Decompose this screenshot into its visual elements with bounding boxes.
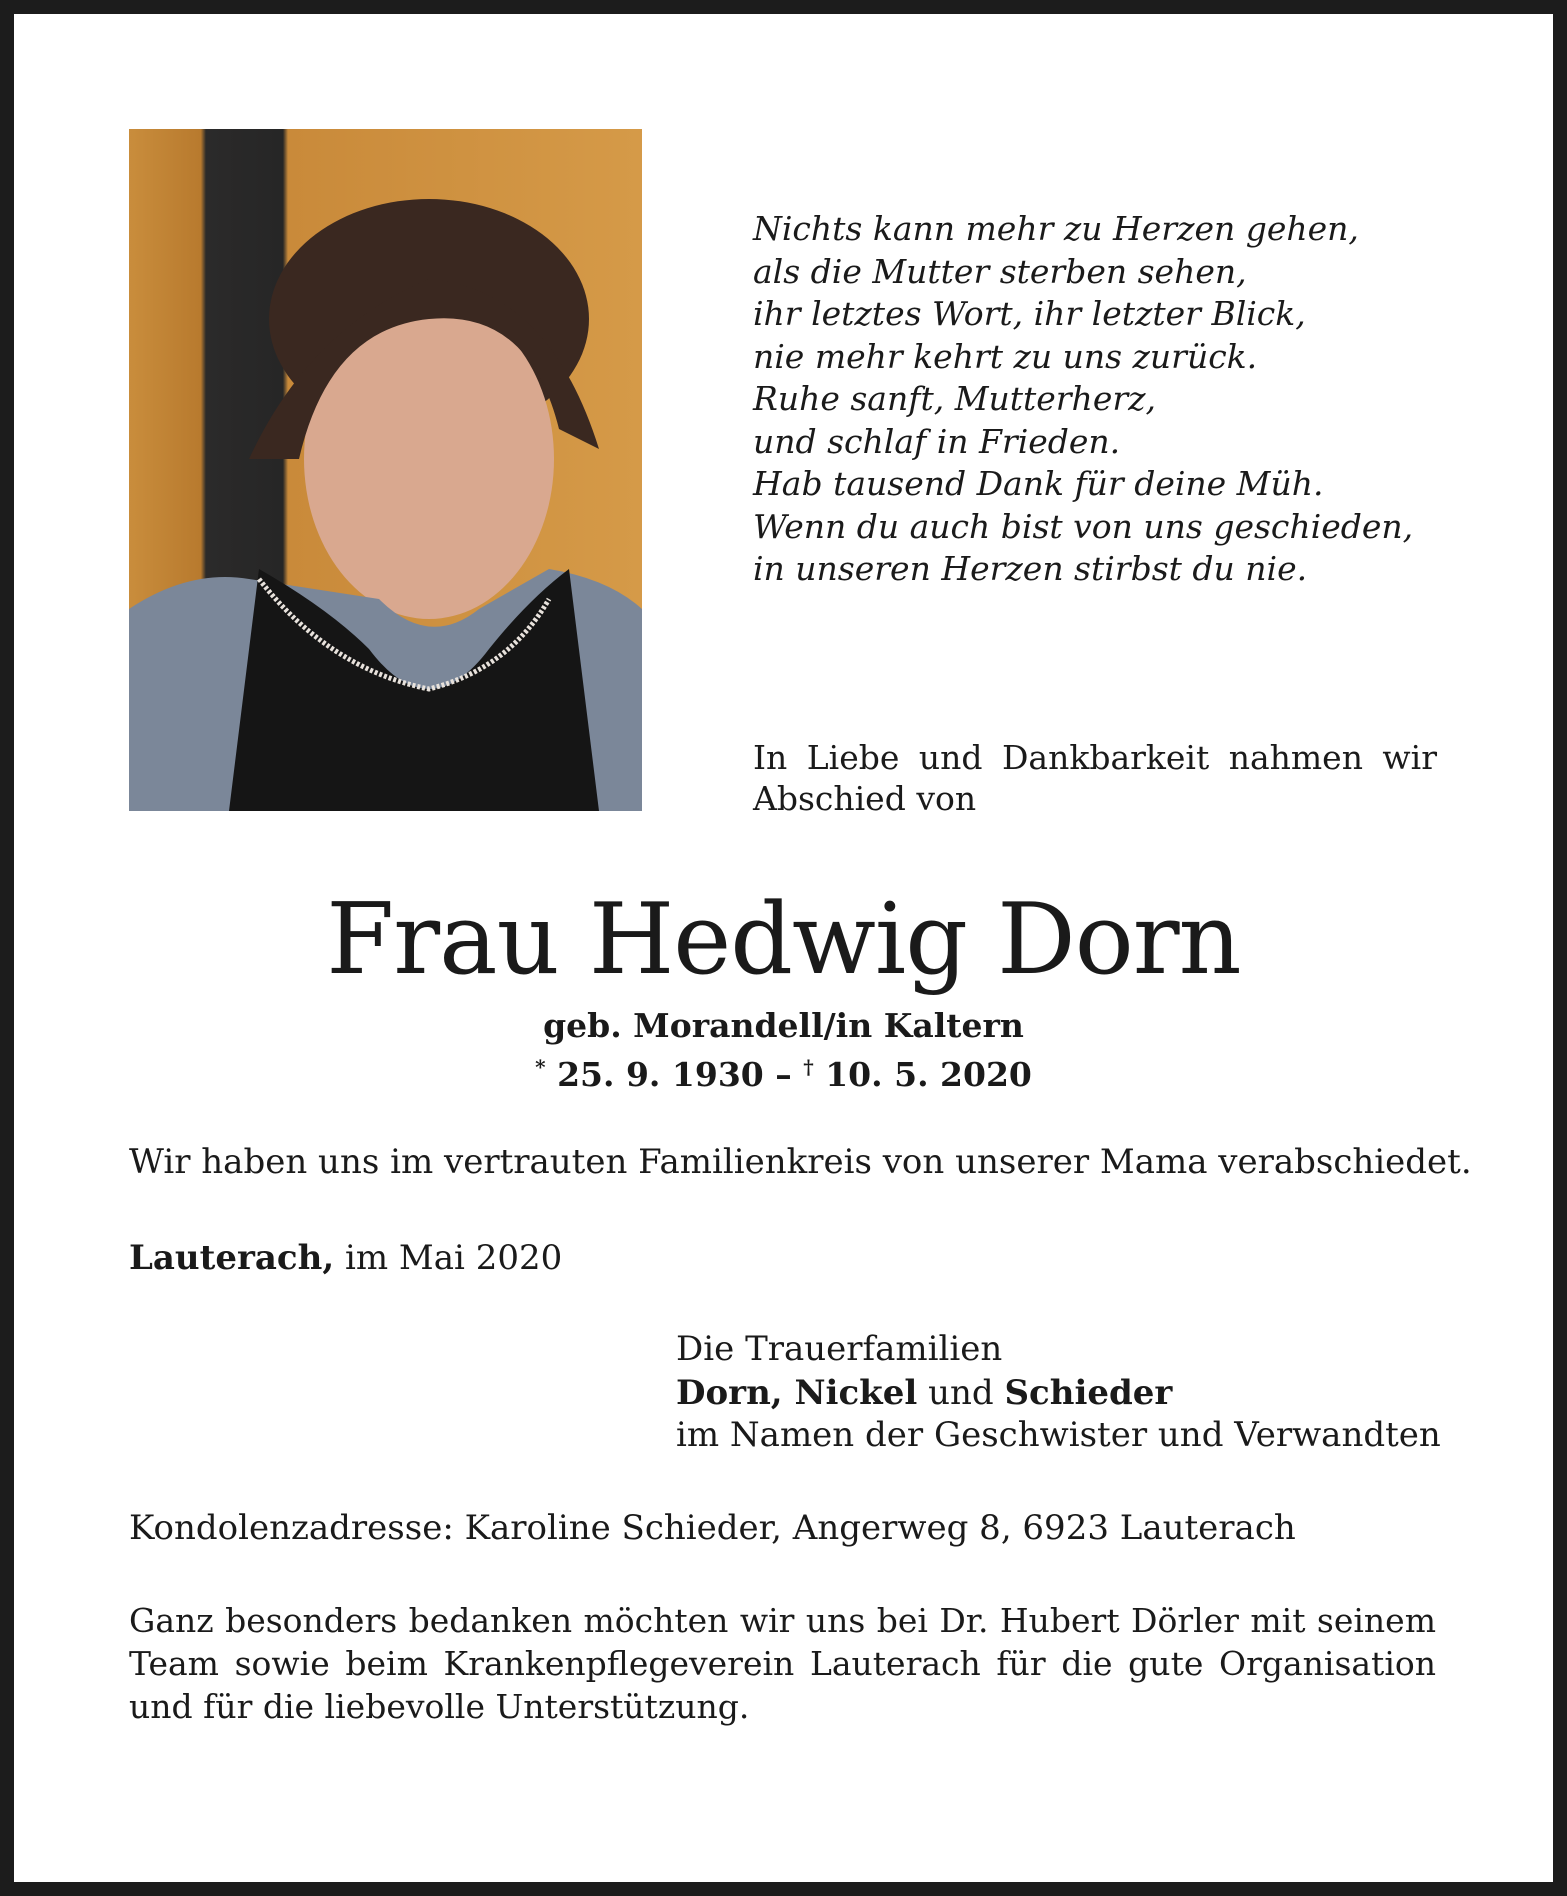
life-dates xyxy=(0,1047,1567,1095)
intro-text: In Liebe und Dankbarkeit nahmen wir Abschied von xyxy=(753,738,1437,818)
place-date xyxy=(129,1237,562,1280)
maiden-name: geb. Morandell/in Kaltern xyxy=(543,1006,1024,1045)
thanks-text: Ganz besonders bedanken möchten wir uns bei Dr. Hubert Dörler mit seinem Team sowie beim Krankenpflegeverein Lauterach für die gute Organisation und für die liebevolle Unterstützung. xyxy=(129,1601,1436,1726)
birth-date: 25. 9. 1930 xyxy=(557,1055,764,1094)
poem xyxy=(753,208,1413,591)
portrait-photo xyxy=(129,129,642,811)
poem-line: Nichts kann mehr zu Herzen gehen, xyxy=(753,209,1359,248)
poem-line: Hab tausend Dank für deine Müh. xyxy=(753,464,1324,503)
date-line: im Mai 2020 xyxy=(334,1238,563,1278)
poem-line: und schlaf in Frieden. xyxy=(753,421,1121,461)
poem-line: als die Mutter sterben sehen, xyxy=(753,251,1247,291)
born-symbol: * xyxy=(535,1055,546,1079)
place: Lauterach, xyxy=(129,1238,335,1278)
and-text: und xyxy=(917,1373,1005,1413)
family-names: Dorn, Nickel xyxy=(676,1373,918,1413)
family-name: Schieder xyxy=(1004,1373,1173,1413)
signature-families xyxy=(676,1372,1172,1415)
deceased-name: Frau Hedwig Dorn xyxy=(326,883,1241,997)
date-separator: – xyxy=(763,1055,804,1094)
poem-line: Ruhe sanft, Mutterherz, xyxy=(753,379,1156,418)
signature-line-3: im Namen der Geschwister und Verwandten xyxy=(676,1415,1441,1455)
poem-line: Wenn du auch bist von uns geschieden, xyxy=(753,506,1414,546)
signature-line-1: Die Trauerfamilien xyxy=(676,1329,1003,1369)
farewell-text: Wir haben uns im vertrauten Familienkreis von unserer Mama verabschiedet. xyxy=(129,1142,1472,1182)
poem-line: nie mehr kehrt zu uns zurück. xyxy=(753,336,1258,376)
poem-line: in unseren Herzen stirbst du nie. xyxy=(753,549,1308,588)
death-date: 10. 5. 2020 xyxy=(825,1055,1032,1094)
condolence-address: Kondolenzadresse: Karoline Schieder, Angerweg 8, 6923 Lauterach xyxy=(129,1508,1296,1548)
poem-line: ihr letztes Wort, ihr letzter Blick, xyxy=(753,294,1306,333)
died-symbol: † xyxy=(803,1055,814,1079)
